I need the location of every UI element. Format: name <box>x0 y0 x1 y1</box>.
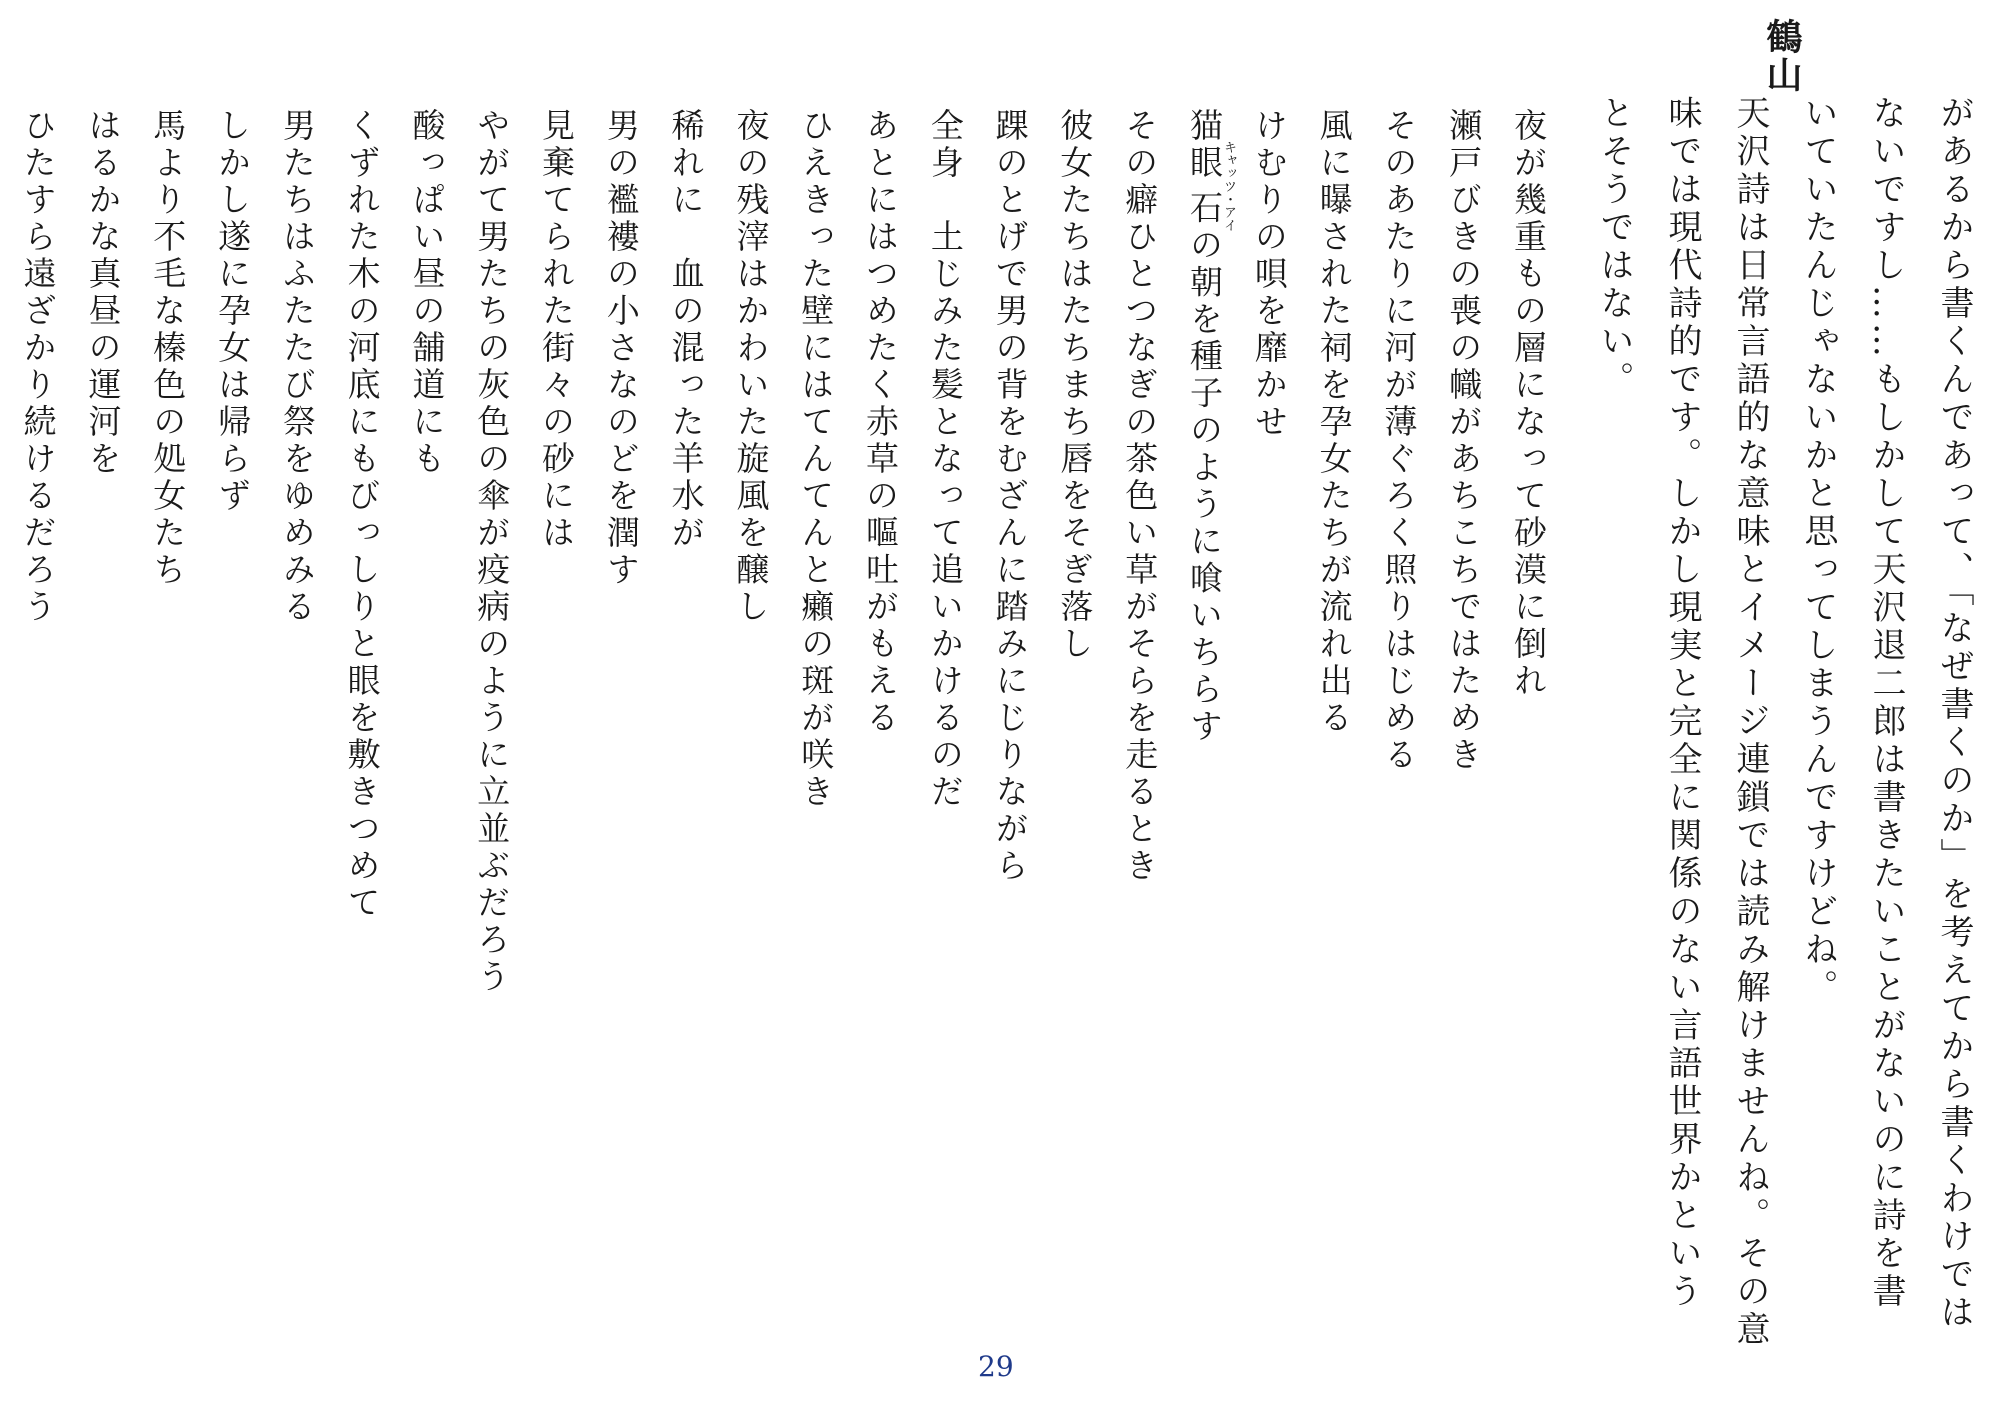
prose-line: いていたんじゃないかと思ってしまうんですけどね。 <box>1798 95 1838 1007</box>
poem-line: はるかな真昼の運河を <box>83 108 123 478</box>
poem-line: 全身 土じみた髪となって追いかけるのだ <box>925 108 965 811</box>
ruby-before: 猫 <box>1185 108 1225 145</box>
prose-line: があるから書くんであって、「なぜ書くのか」を考えてから書くわけでは <box>1934 95 1974 1332</box>
ruby-reading: キャッツ・アイ <box>1221 140 1237 232</box>
ruby-annotation <box>1185 140 1237 232</box>
poem-line: あとにはつめたく赤草の嘔吐がもえる <box>861 108 901 737</box>
poem-line: やがて男たちの灰色の傘が疫病のように立並ぶだろう <box>472 108 512 996</box>
page-number: 29 <box>978 1350 1014 1383</box>
prose-line: とそうではない。 <box>1594 95 1634 399</box>
poem-line: くずれた木の河底にもびっしりと眼を敷きつめて <box>342 108 382 922</box>
prose-line: 味では現代詩的です。しかし現実と完全に関係のない言語世界かという <box>1662 95 1702 1311</box>
quoted-poem <box>5 108 1560 1328</box>
poem-line: 男の襤褸の小さなのどを潤す <box>601 108 641 589</box>
poem-line: ひえきった壁にはてんてんと癩の斑が咲き <box>796 108 836 811</box>
poem-line: けむりの唄を靡かせ <box>1249 108 1289 441</box>
poem-line: 稀れに 血の混った羊水が <box>666 108 706 552</box>
poem-line: 瀬戸びきの喪の幟があちこちではためき <box>1444 108 1484 774</box>
poem-line: 彼女たちはたちまち唇をそぎ落し <box>1055 108 1095 663</box>
poem-line: 夜が幾重もの層になって砂漠に倒れ <box>1509 108 1548 700</box>
poem-line: 風に曝された祠を孕女たちが流れ出る <box>1314 108 1354 737</box>
ruby-base: 眼石 <box>1185 140 1225 232</box>
poem-line: 踝のとげで男の背をむざんに踏みにじりながら <box>990 108 1030 885</box>
prose-paragraph <box>1580 95 1988 1349</box>
poem-line: しかし遂に孕女は帰らず <box>213 108 253 515</box>
poem-line: ひたすら遠ざかり続けるだろう <box>18 108 58 626</box>
poem-line: 夜の残滓はかわいた旋風を醸し <box>731 108 771 626</box>
poem-line: 酸っぱい昼の舗道にも <box>407 108 447 478</box>
prose-line: 天沢詩は日常言語的な意味とイメージ連鎖では読み解けませんね。その意 <box>1730 95 1770 1349</box>
speaker-name: 鶴山 <box>1761 18 1803 94</box>
poem-line: そのあたりに河が薄ぐろく照りはじめる <box>1379 108 1419 774</box>
poem-line: その癖ひとつなぎの茶色い草がそらを走るとき <box>1120 108 1160 885</box>
poem-line: 馬より不毛な榛色の処女たち <box>148 108 188 589</box>
poem-line: 見棄てられた街々の砂には <box>537 108 577 552</box>
prose-line: ないですし……もしかして天沢退二郎は書きたいことがないのに詩を書 <box>1866 95 1906 1311</box>
poem-line: 男たちはふたたび祭をゆめみる <box>277 108 317 626</box>
ruby-after: の朝を種子のように喰いちらす <box>1185 227 1225 746</box>
poem-line-ruby <box>1171 108 1236 1328</box>
